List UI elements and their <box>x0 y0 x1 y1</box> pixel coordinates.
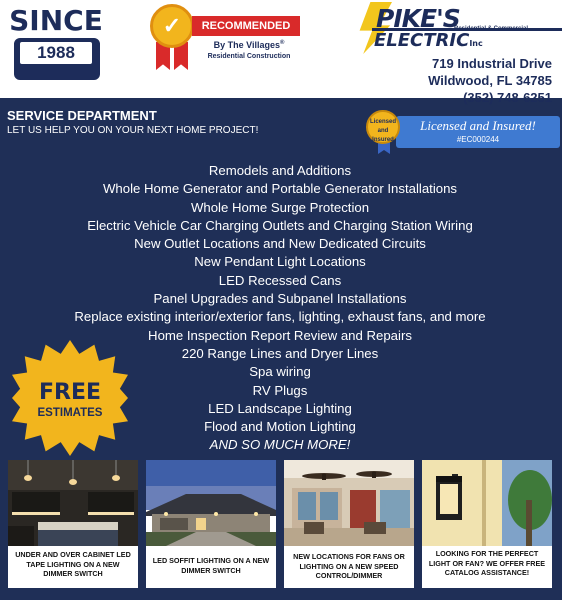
department-title: SERVICE DEPARTMENT <box>7 108 157 123</box>
address-city: Wildwood, FL 34785 <box>428 73 552 88</box>
house-photo <box>146 460 276 546</box>
project-card-kitchen <box>8 460 138 588</box>
since-1988-badge <box>8 4 104 78</box>
project-card-soffit <box>146 460 276 588</box>
recommended-by: By The Villages® <box>213 40 285 50</box>
card-caption: UNDER AND OVER CABINET LED TAPE LIGHTING ON A NEW DIMMER SWITCH <box>15 550 131 578</box>
address-street: 719 Industrial Drive <box>432 56 552 71</box>
service-item-more: AND SO MUCH MORE! <box>209 437 351 453</box>
service-item: Remodels and Additions <box>208 163 352 178</box>
service-item: LED Recessed Cans <box>218 272 342 288</box>
card-caption: LOOKING FOR THE PERFECT LIGHT OR FAN? WE OFFER FREE CATALOG ASSISTANCE! <box>428 549 546 577</box>
service-item: Electric Vehicle Car Charging Outlets and Charging Station Wiring <box>87 217 473 233</box>
service-item: Panel Upgrades and Subpanel Installations <box>153 291 407 307</box>
service-item: Home Inspection Report Review and Repairs <box>148 327 412 343</box>
service-panel <box>0 98 562 600</box>
company-name: PIKE'S <box>376 4 460 33</box>
lantern-photo <box>422 460 552 546</box>
card-caption: LED SOFFIT LIGHTING ON A NEW DIMMER SWITCH <box>152 556 270 575</box>
company-logo <box>356 2 562 56</box>
service-item: Whole Home Surge Protection <box>190 199 370 215</box>
recommended-subtitle: Residential Construction <box>207 53 291 60</box>
company-tagline: Residential & Commercial <box>454 26 529 32</box>
free-subtitle: ESTIMATES <box>37 407 103 419</box>
help-text: LET US HELP YOU ON YOUR NEXT HOME PROJECT! <box>7 125 259 136</box>
since-word: SINCE <box>9 4 103 37</box>
free-title: FREE <box>38 380 102 405</box>
service-item: Whole Home Generator and Portable Generator Installations <box>102 181 458 197</box>
card-caption: NEW LOCATIONS FOR FANS OR LIGHTING ON A NEW SPEED CONTROL/DIMMER <box>293 552 405 580</box>
license-title: Licensed and Insured! <box>420 118 536 133</box>
service-item: Flood and Motion Lighting <box>204 419 356 435</box>
license-number: #EC000244 <box>456 135 500 144</box>
service-item: 220 Range Lines and Dryer Lines <box>181 345 379 361</box>
service-item: RV Plugs <box>252 382 308 398</box>
kitchen-photo <box>8 460 138 546</box>
service-item: New Outlet Locations and New Dedicated Circuits <box>134 236 426 252</box>
header <box>0 0 562 98</box>
checkmark-medal-icon: ✓ <box>150 4 194 48</box>
recommended-label: RECOMMENDED <box>192 16 300 36</box>
license-bar <box>396 116 560 148</box>
service-item: Replace existing interior/exterior fans, lighting, exhaust fans, and more <box>74 309 486 325</box>
recommended-badge <box>150 4 300 74</box>
license-badge <box>366 110 562 154</box>
porch-photo <box>284 460 414 546</box>
project-card-fans <box>284 460 414 588</box>
project-card-catalog <box>422 460 552 588</box>
service-item: Spa wiring <box>249 364 311 380</box>
service-item: New Pendant Light Locations <box>194 254 366 270</box>
phone-number[interactable]: (352) 748-6251 <box>463 90 552 105</box>
company-line2: ELECTRICInc <box>374 30 483 51</box>
since-year: 1988 <box>20 42 92 64</box>
service-item: LED Landscape Lighting <box>208 400 352 416</box>
license-seal-icon: Licensed and Insured <box>366 110 400 144</box>
